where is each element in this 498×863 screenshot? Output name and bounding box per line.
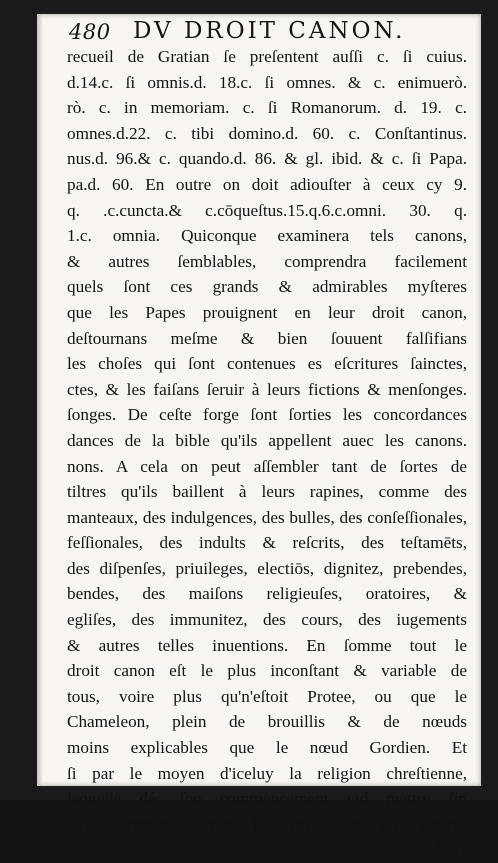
catchword: dhuy bbox=[432, 840, 467, 860]
page-edge-shadow bbox=[37, 14, 43, 786]
text-line-14: ctes, & les faiſans ſeruir à leurs fictions & menſonges. bbox=[67, 379, 467, 399]
text-line-25: droit canon eſt le plus inconſtant & variable de bbox=[67, 661, 467, 681]
text-line-7: q. .c.cuncta.& c.cōqueſtus.15.q.6.c.omni. 30. q. bbox=[67, 200, 467, 220]
text-line-23: egliſes, des immunitez, des cours, des iugements bbox=[67, 610, 467, 630]
text-line-3: rò. c. in memoriam. c. ſi Romanorum. d. 19. c. bbox=[67, 98, 467, 118]
text-line-6: pa.d. 60. En outre on doit adiouſter à ceux cy 9. bbox=[67, 174, 467, 194]
text-line-20: feſſionales, des indults & reſcrits, des teſtamēts, bbox=[67, 533, 467, 553]
running-head bbox=[69, 18, 461, 46]
text-line-11: que les Papes prouignent en leur droit canon, bbox=[67, 302, 467, 322]
text-line-18: tiltres qu'ils baillent à leurs rapines, comme des bbox=[67, 482, 467, 502]
text-line-28: moins explicables que le nœud Gordien. Et bbox=[67, 738, 467, 758]
text-line-16: dances de la bible qu'ils appellent auec les canons. bbox=[67, 430, 467, 450]
text-line-17: nons. A cela on peut aſſembler tant de ſortes de bbox=[67, 456, 467, 476]
text-line-26: tous, voire plus qu'n'eſtoit Protee, ou que le bbox=[67, 686, 467, 706]
text-line-5: nus.d. 96.& c. quando.d. 86. & gl. ibid. & c. ſi Papa. bbox=[67, 149, 467, 169]
book-page bbox=[37, 14, 481, 860]
text-line-22: bendes, des maiſons religieuſes, oratoires, & bbox=[67, 584, 467, 604]
page-number: 480 bbox=[69, 20, 111, 44]
text-line-13: les choſes qui ſont contenues es eſcritures ſainctes, bbox=[67, 354, 467, 374]
text-line-29: ſi par le moyen d'iceluy la religion chreſtienne, bbox=[67, 763, 467, 783]
text-line-1: recueil de Gratian ſe preſentent auſſi c. ſi cuius. bbox=[67, 47, 467, 66]
text-line-12: deſtournans meſme & bien ſouuent falſifians bbox=[67, 328, 467, 348]
text-line-4: omnes.d.22. c. tibi domino.d. 60. c. Conſtantinus. bbox=[67, 123, 467, 143]
text-line-2: d.14.c. ſi omnis.d. 18.c. ſi omnes. & c. enimuerò. bbox=[67, 72, 467, 92]
text-line-31: aux ceremonies par Ieſuſchriſt, en eſt aiourd- bbox=[67, 814, 467, 834]
running-title: DV DROIT CANON. bbox=[133, 18, 406, 44]
text-line-19: manteaux, des indulgences, des bulles, des conſeſſionales, bbox=[67, 507, 467, 527]
body-text bbox=[67, 44, 467, 863]
text-line-24: & autres telles inuentions. En ſomme tout le bbox=[67, 635, 467, 655]
text-line-21: des diſpenſes, priuileges, electiōs, dignitez, prebendes, bbox=[67, 558, 467, 578]
text-line-15: ſonges. De ceſte forge ſont ſorties les concordances bbox=[67, 405, 467, 425]
text-line-10: quels ſont ces grands & admirables myſteres bbox=[67, 277, 467, 297]
text-line-8: 1.c. omnia. Quiconque examinera tels canons, bbox=[67, 226, 467, 246]
text-line-9: & autres ſemblables, comprendra facilement bbox=[67, 251, 467, 271]
text-line-30: laquelle dés ſon commencement vid mettre fin bbox=[67, 789, 467, 809]
text-line-27: Chameleon, plein de brouillis & de nœuds bbox=[67, 712, 467, 732]
